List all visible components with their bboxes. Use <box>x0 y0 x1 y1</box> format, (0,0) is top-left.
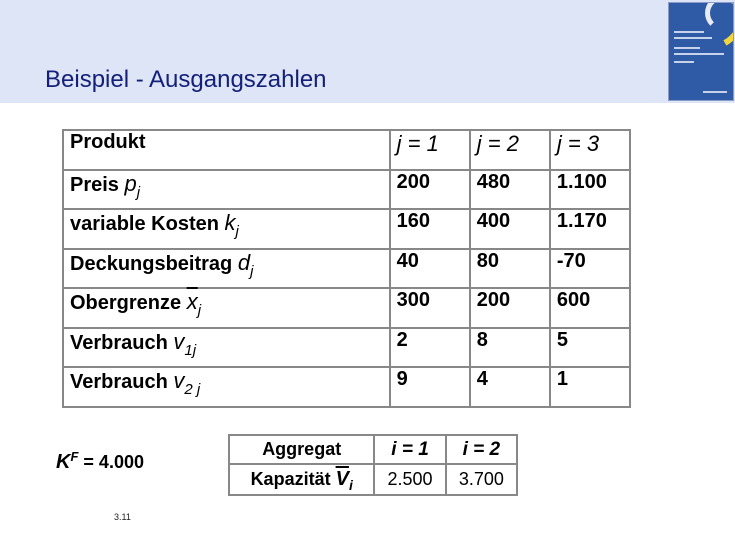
product-data-table <box>62 129 631 408</box>
table-cell: 1 <box>550 367 630 407</box>
table-cell: 600 <box>550 288 630 328</box>
table-cell: 200 <box>470 288 550 328</box>
table-cell: 5 <box>550 328 630 368</box>
cover-text-line <box>674 47 700 49</box>
table-header-row <box>63 130 630 170</box>
cover-text-line <box>674 53 724 55</box>
table-cell: 400 <box>470 209 550 249</box>
row-label: Obergrenze $\overline{x}_j$ <box>63 288 390 328</box>
table-cell: 2 <box>390 328 470 368</box>
table-cell: 4 <box>470 367 550 407</box>
cover-text-line <box>703 91 727 93</box>
cover-text-line <box>674 31 704 33</box>
table-header-row <box>229 435 517 464</box>
table-cell: 80 <box>470 249 550 289</box>
table-row <box>63 170 630 210</box>
cover-text-line <box>674 61 694 63</box>
row-label: Verbrauch $v_{2 j}$ <box>63 367 390 407</box>
fixed-costs-value: = 4.000 <box>83 452 144 472</box>
row-label: Preis $p_j$ <box>63 170 390 210</box>
row-label: Kapazität $\overline{V}_i$ <box>229 464 374 495</box>
table-cell: 160 <box>390 209 470 249</box>
page-number: 3.11 <box>114 512 131 522</box>
fixed-costs-formula <box>56 449 144 474</box>
row-label: Deckungsbeitrag $d_j$ <box>63 249 390 289</box>
header-cell: j = 2 <box>470 130 550 170</box>
row-label: variable Kosten $k_j$ <box>63 209 390 249</box>
book-cover-image <box>668 2 734 101</box>
aggregate-capacity-table <box>228 434 518 496</box>
header-cell: Produkt <box>63 130 390 170</box>
table-row <box>63 288 630 328</box>
table-row <box>63 367 630 407</box>
fixed-costs-symbol: K <box>56 451 71 473</box>
table-cell: 480 <box>470 170 550 210</box>
header-cell: i = 1 <box>374 435 445 464</box>
slide-title: Beispiel - Ausgangszahlen <box>45 66 327 93</box>
table-row <box>63 328 630 368</box>
table-cell: 300 <box>390 288 470 328</box>
cover-text-line <box>674 37 712 39</box>
table-row <box>63 249 630 289</box>
header-cell: Aggregat <box>229 435 374 464</box>
row-label: Verbrauch $v_{1j}$ <box>63 328 390 368</box>
header-cell: j = 3 <box>550 130 630 170</box>
table-cell: 9 <box>390 367 470 407</box>
header-cell: i = 2 <box>446 435 517 464</box>
header-cell: j = 1 <box>390 130 470 170</box>
table-cell: 3.700 <box>446 464 517 495</box>
table-cell: 200 <box>390 170 470 210</box>
fixed-costs-superscript: F <box>70 449 79 464</box>
table-cell: 1.100 <box>550 170 630 210</box>
table-row <box>63 209 630 249</box>
table-cell: 40 <box>390 249 470 289</box>
table-cell: 2.500 <box>374 464 445 495</box>
table-cell: -70 <box>550 249 630 289</box>
table-cell: 8 <box>470 328 550 368</box>
table-cell: 1.170 <box>550 209 630 249</box>
table-row <box>229 464 517 495</box>
